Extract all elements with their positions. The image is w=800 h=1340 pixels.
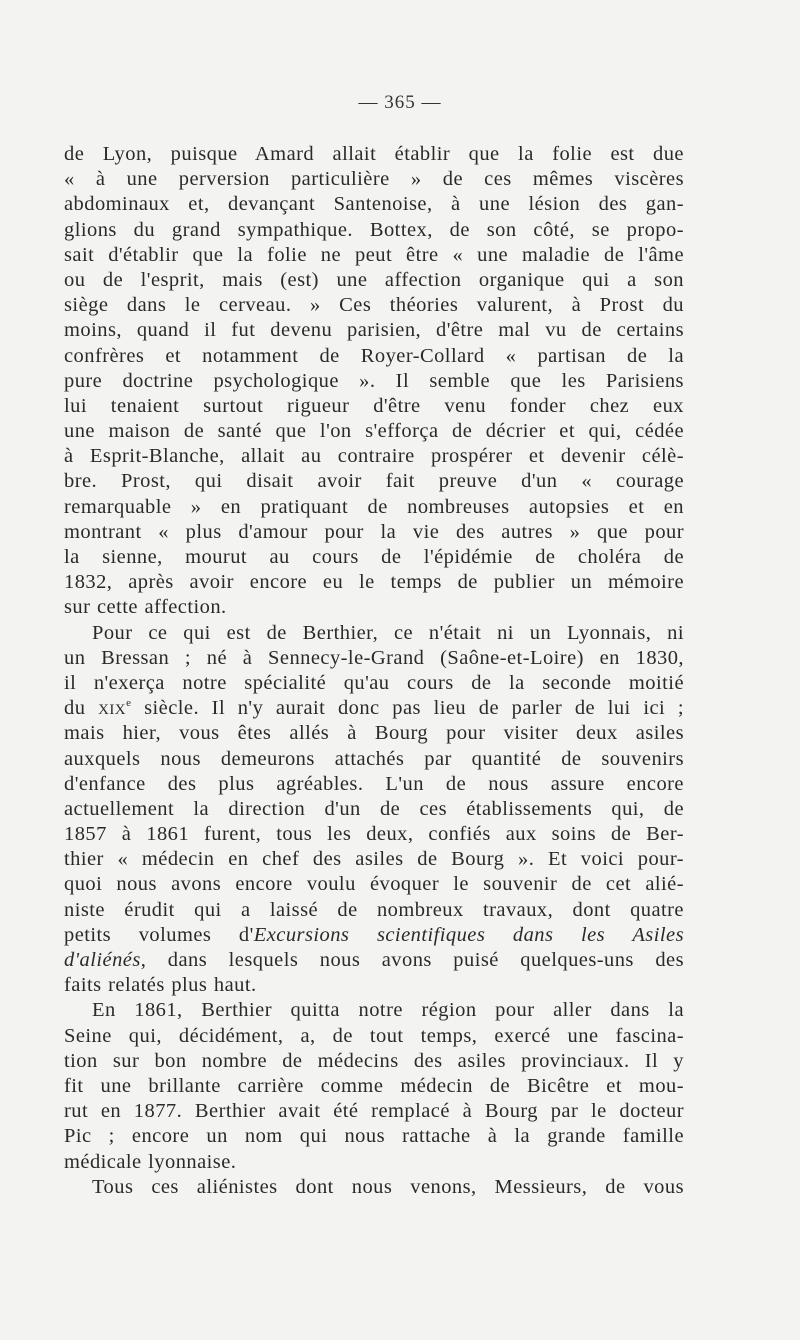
text-line: 1832, après avoir encore eu le temps de publier un mémoire: [64, 571, 684, 594]
text-line: pure doctrine psychologique ». Il semble que les Parisiens: [64, 369, 684, 392]
paragraph: [64, 998, 684, 1174]
text-line: d'aliénés, dans lesquels nous avons puisé quelques-uns des: [64, 949, 684, 971]
text-line: quoi nous avons encore voulu évoquer le souvenir de cet alié-: [64, 873, 684, 896]
text-line: la sienne, mourut au cours de l'épidémie de choléra de: [64, 546, 684, 568]
paragraph: [64, 1175, 684, 1200]
text-line: montrant « plus d'amour pour la vie des autres » que pour: [64, 520, 684, 543]
text-line: niste érudit qui a laissé de nombreux travaux, dont quatre: [64, 898, 684, 921]
text-line: un Bressan ; né à Sennecy-le-Grand (Saône-et-Loire) en 1830,: [64, 646, 684, 669]
text-line: du XIXe siècle. Il n'y aurait donc pas lieu de parler de lui ici ;: [64, 697, 684, 720]
text-line: Pic ; encore un nom qui nous rattache à la grande famille: [64, 1125, 684, 1148]
text-line: sur cette affection.: [64, 596, 227, 619]
text-line: mais hier, vous êtes allés à Bourg pour visiter deux asiles: [64, 722, 684, 745]
text-line: « à une perversion particulière » de ces mêmes viscères: [64, 168, 684, 191]
text-line: une maison de santé que l'on s'efforça de décrier et qui, cédée: [64, 420, 684, 443]
text-line: siège dans le cerveau. » Ces théories valurent, à Prost du: [64, 294, 684, 317]
text-line: moins, quand il fut devenu parisien, d'être mal vu de certains: [64, 319, 684, 342]
text-line: actuellement la direction d'un de ces établissements qui, de: [64, 797, 684, 820]
text-line: il n'exerça notre spécialité qu'au cours de la seconde moitié: [64, 671, 684, 694]
text-line: 1857 à 1861 furent, tous les deux, confiés aux soins de Ber-: [64, 823, 684, 846]
paragraph: [64, 142, 684, 621]
text-line: bre. Prost, qui disait avoir fait preuve d'un « courage: [64, 470, 684, 493]
paragraph: [64, 621, 684, 999]
text-line: d'enfance des plus agréables. L'un de nous assure encore: [64, 772, 684, 795]
text-line: confrères et notamment de Royer-Collard « partisan de la: [64, 344, 684, 367]
text-line: à Esprit-Blanche, allait au contraire prospérer et devenir célè-: [64, 445, 684, 468]
text-line: glions du grand sympathique. Bottex, de son côté, se propo-: [64, 218, 684, 241]
text-line: de Lyon, puisque Amard allait établir que la folie est due: [64, 143, 684, 165]
text-line: tion sur bon nombre de médecins des asiles provinciaux. Il y: [64, 1049, 684, 1072]
text-line: lui tenaient surtout rigueur d'être venu fonder chez eux: [64, 394, 684, 417]
text-line: Pour ce qui est de Berthier, ce n'était ni un Lyonnais, ni: [92, 621, 684, 644]
text-line: remarquable » en pratiquant de nombreuses autopsies et en: [64, 495, 684, 518]
text-line: rut en 1877. Berthier avait été remplacé à Bourg par le docteur: [64, 1100, 684, 1123]
page-number: — 365 —: [358, 92, 442, 113]
text-line: ou de l'esprit, mais (est) une affection organique qui a son: [64, 268, 684, 291]
body-text: [64, 142, 684, 1200]
text-line: thier « médecin en chef des asiles de Bourg ». Et voici pour-: [64, 848, 684, 871]
text-line: faits relatés plus haut.: [64, 974, 257, 997]
text-line: Seine qui, décidément, a, de tout temps, exercé une fascina-: [64, 1024, 684, 1047]
text-line: fit une brillante carrière comme médecin de Bicêtre et mou-: [64, 1074, 684, 1097]
text-line: auxquels nous demeurons attachés par quantité de souvenirs: [64, 747, 684, 770]
text-line: En 1861, Berthier quitta notre région pour aller dans la: [92, 999, 684, 1022]
text-line: médicale lyonnaise.: [64, 1150, 237, 1173]
text-line: abdominaux et, devançant Santenoise, à une lésion des gan-: [64, 193, 684, 216]
text-line: petits volumes d'Excursions scientifiques dans les Asiles: [64, 923, 684, 946]
text-line: Tous ces aliénistes dont nous venons, Messieurs, de vous: [92, 1175, 684, 1198]
text-line: sait d'établir que la folie ne peut être « une maladie de l'âme: [64, 243, 684, 266]
